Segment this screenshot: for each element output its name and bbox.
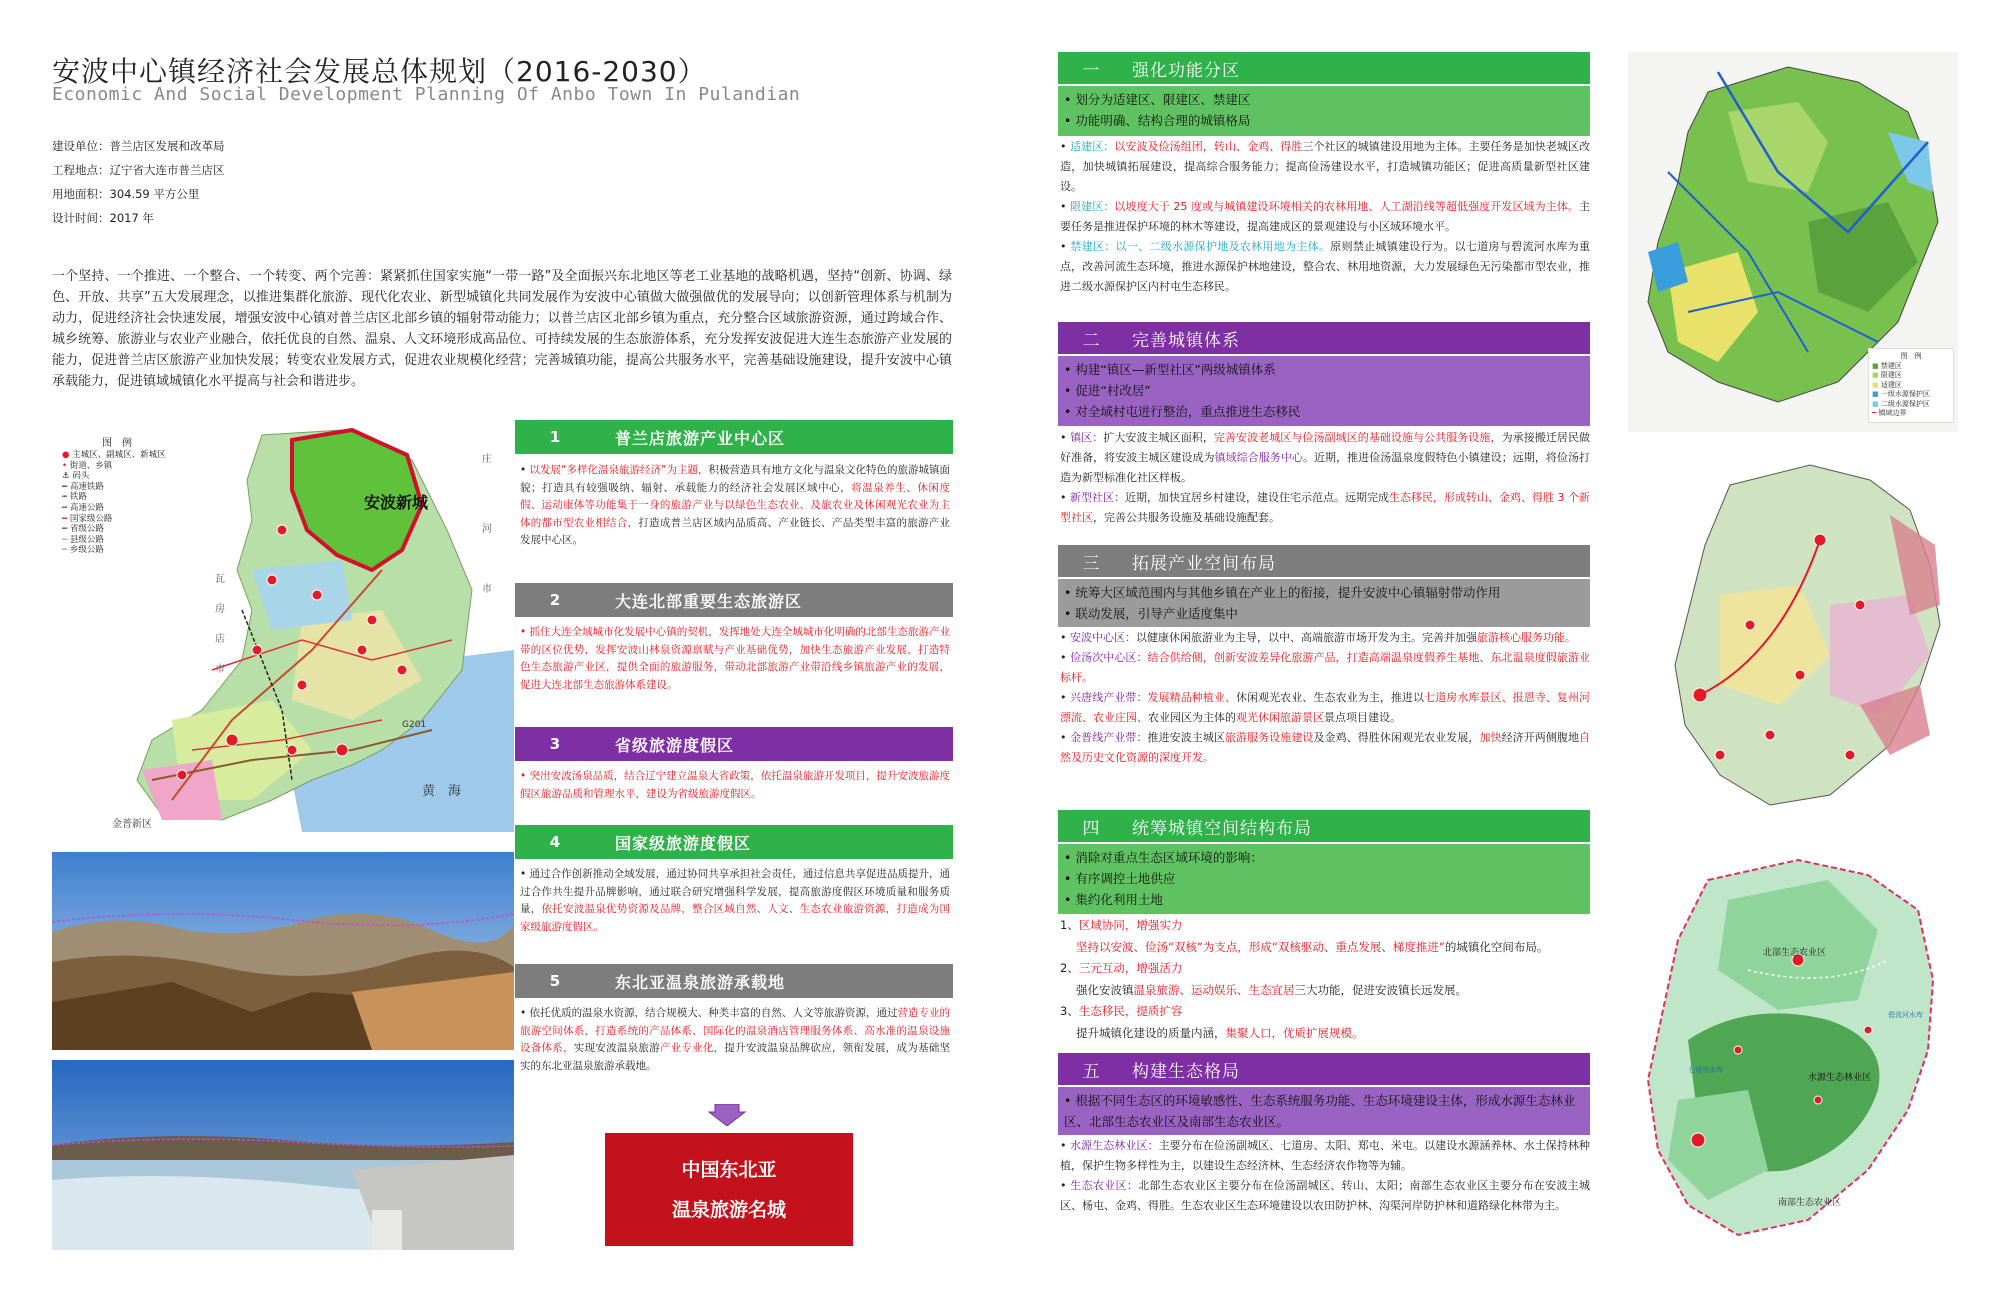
section-title: 拓展产业空间布局 [1132,553,1276,574]
legend-item: ⚓ 码头 [62,471,90,482]
bullet-item: • 根据不同生态区的环境敏感性、生态系统服务功能、生态环境建设主体，形成水源生态林业区、北部生态农业区及南部生态农业区。 [1064,1093,1576,1129]
right-section-3-header [1058,545,1590,577]
section-number: 四 [1082,818,1100,839]
section-number: 4 [549,833,561,851]
right-section-4-text [1060,915,1590,1044]
section-number: 3 [549,735,561,753]
paragraph: • 生态农业区：北部生态农业区主要分布在俭汤副城区、转山、太阳；南部生态农业区主要分布在安波主城区、杨屯、金鸡、得胜。生态农业区生态环境建设以农田防护林、沟渠河岸防护林和道路绿化林带为主。 [1060,1179,1590,1212]
right-section-1-text [1060,137,1590,297]
section-number: 二 [1082,330,1100,351]
section-title: 国家级旅游度假区 [615,833,752,853]
section-title: 强化功能分区 [1132,60,1240,81]
bullet-item: • 消除对重点生态区域环境的影响： [1064,850,1263,865]
right-section-4-header [1058,810,1590,842]
photo-frozen-lake [52,1060,514,1250]
legend-item: ┅ 铁路 [62,492,87,503]
map-label: 市 [482,584,492,595]
conclusion-line: 中国东北亚 [681,1158,777,1181]
section-title: 构建生态格局 [1132,1061,1240,1082]
legend-item: ━ 乡级公路 [62,545,104,556]
section-title: 大连北部重要生态旅游区 [615,591,803,611]
map-label-sea: 黄 海 [422,784,462,799]
paragraph: • 水源生态林业区：主要分布在俭汤副城区、七道房、太阳、郑屯、米屯。以建设水源涵养林、水土保持林种植，保护生物多样性为主，以建设生态经济林、生态经济农作物等为辅。 [1060,1139,1591,1172]
conclusion-box [605,1133,853,1246]
bullet-item: • 功能明确、结构合理的城镇格局 [1064,113,1251,128]
paragraph: • 兴唐线产业带：发展精品种植业、休闲观光农业、生态农业为主，推进以七道房水库景区、报恩寺、复州河漂流、农业庄园、农业园区为主体的观光休闲旅游景区景点项目建设。 [1060,691,1591,724]
item-detail: 提升城镇化建设的质量内涵，集聚人口，优质扩展规模。 [1076,1025,1364,1040]
right-section-4-bullets [1058,844,1590,914]
page-title: 安波中心镇经济社会发展总体规划（2016-2030） [52,55,707,88]
section-5-header [515,964,953,998]
legend-item: ━ 高速铁路 [62,481,104,492]
right-section-2-bullets [1058,356,1590,426]
right-section-2-text [1060,428,1590,528]
section-title: 统筹城镇空间结构布局 [1132,818,1312,839]
section-title: 完善城镇体系 [1132,330,1240,351]
map-legend-title: 图 例 [102,438,132,449]
paragraph: • 俭汤次中心区：结合供给侧，创新安波差异化旅游产品，打造高端温泉度假养生基地、东北温泉度假旅游业标杆。 [1060,651,1591,684]
map-legend [62,450,212,556]
item-detail: 坚持以安波、俭汤“双核”为支点，形成“双核驱动、重点发展、梯度推进”的城镇化空间布局。 [1076,939,1549,954]
section-5-text: • 依托优质的温泉水资源，结合规模大、种类丰富的自然、人文等旅游资源，通过营造专业的旅游空间体系，打造系统的产品体系、国际化的温泉酒店管理服务体系、高水准的温泉设施设备体系，实现安波温泉旅游产业专业化，提升安波温泉品牌砍应，领衔发展，成为基础坚实的东北亚温泉旅游承载地。 [520,1007,951,1072]
reservoir-label: 七道房水库 [1688,1066,1723,1074]
legend-item: ■ 二级水源保护区 [1872,399,1930,408]
legend-item: ━ 县级公路 [62,534,104,545]
bullet-item: • 促进“村改居” [1064,383,1151,398]
map-label-anbo: 安波新城 [364,493,429,512]
legend-item: ■ 一级水源保护区 [1872,390,1930,398]
bullet-item: • 集约化利用土地 [1064,892,1163,907]
section-title: 普兰店旅游产业中心区 [615,428,786,448]
paragraph: • 禁建区：以一、二级水源保护地及农林用地为主体。原则禁止城镇建设行为。以七道房与碧流河水库为重点，改善河流生态环境，推进水源保护林地建设，整合农、林用地资源，大力发展绿色无污染都市型农业，推进二级水源保护区内村屯生态移民。 [1060,240,1590,293]
paragraph: • 适建区：以安波及俭汤组团，转山、金鸡、得胜三个社区的城镇建设用地为主体。主要任务是加快老城区改造，加快城镇拓展建设，提高综合服务能力；提高俭汤建设水平，打造城镇功能区；促进高质量新型社区建设。 [1060,140,1591,193]
map-label: 房 [215,604,225,615]
section-4-header [515,825,953,859]
legend-item: ■ 禁建区 [1872,361,1902,370]
right-section-1-bullets [1058,86,1590,136]
section-2-text: • 抓住大连全域城市化发展中心镇的契机，发挥地处大连全域城市化明确的北部生态旅游产业带的区位优势，发挥安波山林泉资源禀赋与产业基础优势，加快生态旅游产业发展，打造特色生态旅游产业区，提供全面的旅游服务，带动北部旅游产业带沿线乡镇旅游产业的发展，促进大连北部生态旅游体系建设。 [520,626,951,691]
legend-item: • 街道、乡镇 [62,460,113,471]
section-2-header [515,583,953,617]
zoning-map [1628,52,1958,432]
numbered-item: 3、生态移民，提质扩容 [1060,1004,1183,1018]
zone-label-water: 水源生态林业区 [1808,1073,1872,1083]
section-title: 东北亚温泉旅游承载地 [615,972,786,992]
section-number: 一 [1082,60,1100,81]
right-section-5-bullets [1058,1087,1590,1135]
paragraph: • 安波中心区：以健康休闲旅游业为主导，以中、高端旅游市场开发为主。完善并加强旅游核心服务功能。 [1060,631,1576,644]
map-label-g201: G201 [402,720,427,730]
section-number: 5 [549,972,561,990]
legend-item: ■ 限建区 [1872,371,1902,379]
eco-pattern-map [1628,850,1958,1250]
zone-label-north: 北部生态农业区 [1763,948,1827,958]
bullet-item: • 对全域村屯进行整治，重点推进生态移民 [1064,404,1301,419]
right-section-5-header [1058,1053,1590,1085]
legend-item: ━ 高速公路 [62,502,104,513]
down-arrow-icon [707,1104,747,1126]
legend-item: ━ 国家级公路 [62,513,113,524]
meta-time: 设计时间：2017 年 [52,211,154,225]
legend-item: ■ 适建区 [1872,380,1902,389]
paragraph: • 金普线产业带：推进安波主城区旅游服务设施建设及金鸡、得胜休闲观光农业发展，加快经济开两侧腹地自然及历史文化资源的深度开发。 [1060,731,1591,764]
map-label-jinpu: 金普新区 [112,819,152,830]
map-label: 河 [482,524,492,535]
map-label: 店 [215,634,225,645]
section-number: 1 [549,428,561,446]
reservoir-label: 碧流河水库 [1888,1011,1923,1019]
legend-title: 图 例 [1900,352,1922,360]
paragraph: • 新型社区：近期，加快宜居乡村建设，建设住宅示范点。远期完成生态移民，形成转山、金鸡、得胜 3 个新型社区，完善公共服务设施及基础设施配套。 [1060,491,1590,524]
conclusion-line: 温泉旅游名城 [671,1198,786,1221]
meta-location: 工程地点：辽宁省大连市普兰店区 [52,163,225,177]
map-label: 市 [215,664,225,675]
industry-map [1660,455,1955,815]
section-number: 五 [1082,1061,1100,1082]
bullet-item: • 划分为适建区、限建区、禁建区 [1064,92,1251,107]
meta-area: 用地面积：304.59 平方公里 [52,187,200,201]
zoning-legend [1868,348,1954,423]
bullet-item: • 有序调控土地供应 [1064,871,1176,886]
paragraph: • 镇区：扩大安波主城区面积，完善安波老城区与俭汤副城区的基础设施与公共服务设施，为承接搬迁居民做好准备，将安波主城区建设成为镇域综合服务中心。近期，推进俭汤温泉度假特色小镇建设；远期，将俭汤打造为新型标准化社区样板。 [1060,431,1591,484]
legend-item: ━ 省级公路 [62,524,104,535]
right-section-3-bullets [1058,579,1590,627]
intro-paragraph: 一个坚持、一个推进、一个整合、一个转变、两个完善：紧紧抓住国家实施“一带一路”及全面振兴东北地区等老工业基地的战略机遇，坚持“创新、协调、绿色、开放、共享”五大发展理念，以推进集群化旅游、现代化农业、新型城镇化共同发展作为安波中心镇做大做强做优的发展导向；以创新管理体系与机制为动力，促进经济社会快速发展，增强安波中心镇对普兰店区北部乡镇的辐射带动能力；以普兰店区北部乡镇为重点，充分整合区域旅游资源，通过跨域合作、城乡统筹、旅游业与农业产业融合，依托优良的自然、温泉、人文环境形成高品位、可持续发展的生态旅游体系，充分发挥安波促进大连生态旅游产业发展的能力，促进普兰店区旅游产业加快发展；转变农业发展方式，促进农业规模化经营；完善城镇功能，提高公共服务水平，完善基础设施建设，提升安波中心镇承载能力，促进镇域城镇化水平提高与社会和谐进步。 [52,269,952,389]
item-detail: 强化安波镇温泉旅游、运动娱乐、生态宜居三大功能，促进安波镇长远发展。 [1076,982,1467,997]
legend-item: ━ 镇域边界 [1872,409,1907,417]
section-number: 2 [549,591,561,609]
legend-item: ● 主城区、副城区、新城区 [62,450,166,460]
bullet-item: • 联动发展，引导产业适度集中 [1064,606,1238,621]
right-section-5-text [1060,1136,1590,1216]
bullet-item: • 构建“镇区—新型社区”两级城镇体系 [1064,362,1276,377]
section-1-header [515,420,953,454]
meta-unit: 建设单位：普兰店区发展和改革局 [52,139,225,153]
bullet-item: • 统筹大区域范围内与其他乡镇在产业上的衔接，提升安波中心镇辐射带动作用 [1064,585,1501,600]
page-subtitle: Economic And Social Development Planning Of Anbo Town In Pulandian [52,84,801,105]
regional-map [52,420,514,832]
zone-label-south: 南部生态农业区 [1778,1198,1842,1208]
section-title: 省级旅游度假区 [615,735,735,755]
section-4-text: • 通过合作创新推动全域发展，通过协同共享承担社会责任，通过信息共享促进品质提升，通过合作共生提升品牌影响，通过联合研究增强科学发展，提高旅游度假区环境质量和服务质量，依托安波温泉优势资源及品牌，整合区域自然、人文、生态农业旅游资源，打造成为国家级旅游度假区。 [520,868,951,933]
right-section-3-text [1060,628,1590,768]
numbered-item: 2、三元互动，增强活力 [1060,961,1183,975]
map-label: 瓦 [215,574,225,585]
map-label: 庄 [482,454,492,465]
paragraph: • 限建区：以坡度大于 25 度或与城镇建设环境相关的农林用地、人工湖沿线等超低强度开发区域为主体。主要任务是推进保护环境的林木等建设，提高建成区的景观建设与小区域环境水平。 [1060,200,1590,233]
section-3-header [515,727,953,761]
photo-mountain-landscape [52,852,514,1050]
section-1-text: • 以发展“多样化温泉旅游经济”为主题，积极营造具有地方文化与温泉文化特色的旅游城镇面貌；打造具有较强吸纳、辐射、承载能力的经济社会发展区域中心，将温泉养生、休闲度假、运动康体等功能集于一身的旅游产业与以绿色生态农业、及旅农业及休闲观光农业为主体的都市型农业相结合，打造成普兰店区域内品质高、产业链长、产品类型丰富的旅游产业发展中心区。 [520,464,951,546]
right-section-2-header [1058,322,1590,354]
numbered-item: 1、区域协同，增强实力 [1060,918,1183,932]
right-section-1-header [1058,52,1590,84]
section-3-text: • 突出安波汤泉品质，结合辽宁建立温泉大省政策，依托温泉旅游开发项目，提升安波旅游度假区旅游品质和管理水平，建设为省级旅游度假区。 [520,770,951,800]
section-number: 三 [1082,553,1100,574]
